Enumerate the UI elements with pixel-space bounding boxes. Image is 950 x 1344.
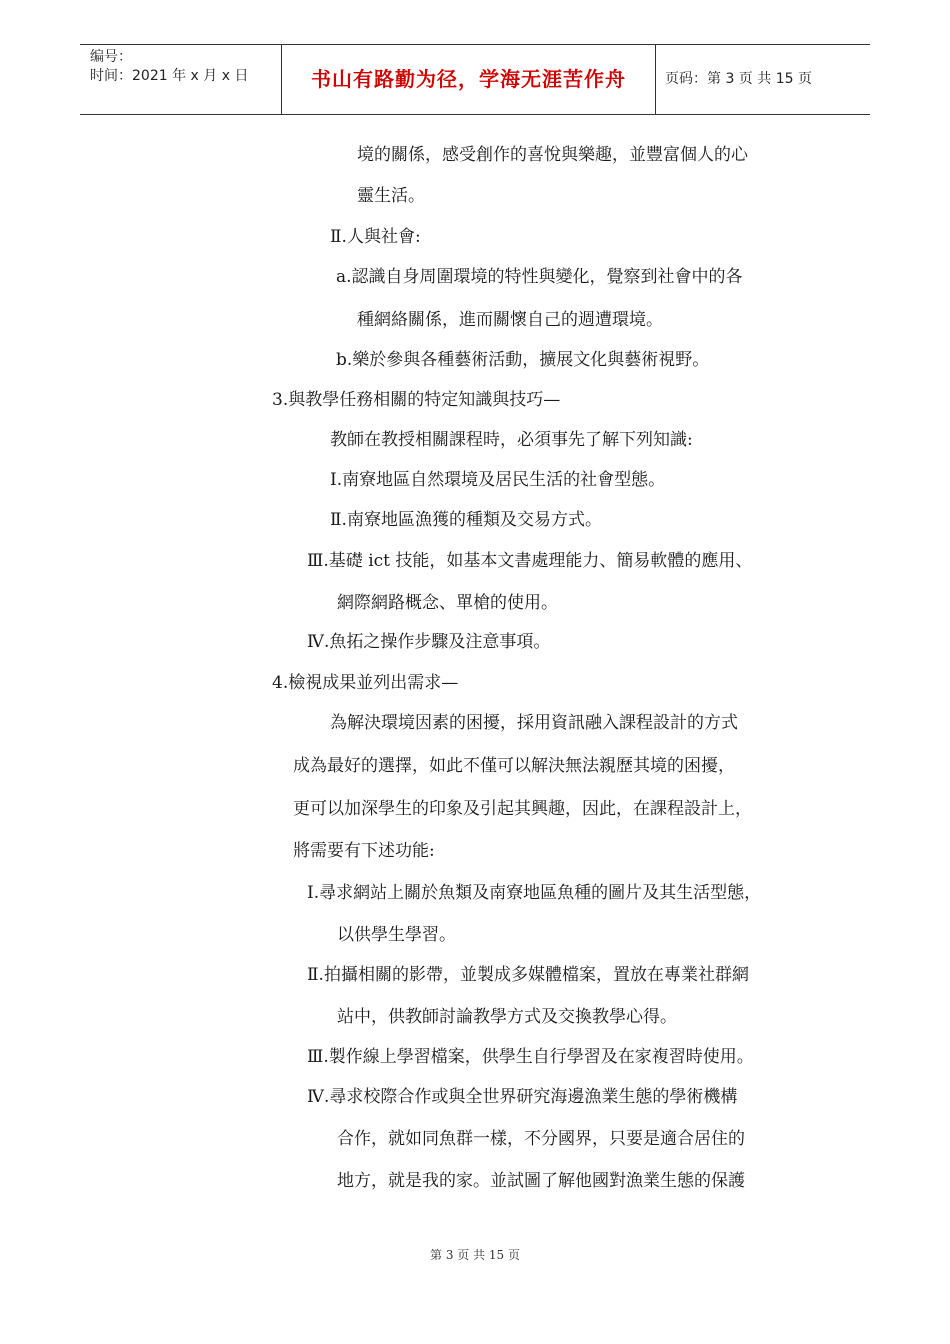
body-line: a.認識自身周圍環境的特性與變化，覺察到社會中的各 bbox=[336, 267, 743, 287]
body-line: 境的關係，感受創作的喜悅與樂趣，並豐富個人的心 bbox=[357, 145, 748, 165]
body-line: 將需要有下述功能: bbox=[293, 841, 435, 861]
body-line: Ⅱ.拍攝相關的影帶，並製成多媒體檔案，置放在專業社群網 bbox=[307, 965, 749, 985]
page-header bbox=[80, 44, 870, 115]
header-motto: 书山有路勤为径，学海无涯苦作舟 bbox=[311, 67, 626, 91]
body-line: 教師在教授相關課程時，必須事先了解下列知識: bbox=[330, 430, 693, 450]
body-line: 更可以加深學生的印象及引起其興趣，因此，在課程設計上， bbox=[293, 799, 752, 819]
body-line: b.樂於參與各種藝術活動，擴展文化與藝術視野。 bbox=[336, 350, 710, 370]
header-meta bbox=[90, 48, 248, 86]
section-heading: 4.檢視成果並列出需求— bbox=[272, 673, 459, 693]
body-line: 網際網路概念、單槍的使用。 bbox=[337, 593, 558, 613]
body-line: Ⅲ.製作線上學習檔案，供學生自行學習及在家複習時使用。 bbox=[307, 1047, 754, 1067]
body-line: 種網絡關係，進而關懷自己的週遭環境。 bbox=[357, 310, 663, 330]
body-line: 合作，就如同魚群一樣，不分國界，只要是適合居住的 bbox=[337, 1129, 745, 1149]
section-heading: 3.與教學任務相關的特定知識與技巧— bbox=[272, 390, 561, 410]
body-line: 站中，供教師討論教學方式及交換教學心得。 bbox=[337, 1007, 677, 1027]
page-footer: 第 3 页 共 15 页 bbox=[430, 1248, 520, 1262]
body-line: 為解決環境因素的困擾，採用資訊融入課程設計的方式 bbox=[330, 713, 738, 733]
body-line: Ⅳ.魚拓之操作步驟及注意事項。 bbox=[307, 632, 551, 652]
document-number-label: 编号： bbox=[90, 49, 132, 65]
header-divider bbox=[655, 45, 656, 114]
document-time-label: 时间：2021 年 x 月 x 日 bbox=[90, 68, 249, 84]
body-line: Ⅰ.南寮地區自然環境及居民生活的社會型態。 bbox=[330, 470, 666, 490]
body-line: Ⅰ.尋求網站上關於魚類及南寮地區魚種的圖片及其生活型態， bbox=[307, 883, 762, 903]
body-line: Ⅱ.人與社會: bbox=[330, 227, 421, 247]
body-line: 成為最好的選擇，如此不僅可以解決無法親歷其境的困擾， bbox=[293, 756, 735, 776]
body-line: Ⅲ.基礎 ict 技能，如基本文書處理能力、簡易軟體的應用、 bbox=[307, 551, 753, 571]
body-line: 地方，就是我的家。並試圖了解他國對漁業生態的保護 bbox=[337, 1171, 745, 1191]
body-line: Ⅳ.尋求校際合作或與全世界研究海邊漁業生態的學術機構 bbox=[307, 1087, 738, 1107]
header-page-info: 页码：第 3 页 共 15 页 bbox=[665, 71, 812, 87]
body-line: Ⅱ.南寮地區漁獲的種類及交易方式。 bbox=[330, 510, 602, 530]
body-line: 以供學生學習。 bbox=[337, 925, 456, 945]
body-line: 靈生活。 bbox=[357, 186, 425, 206]
